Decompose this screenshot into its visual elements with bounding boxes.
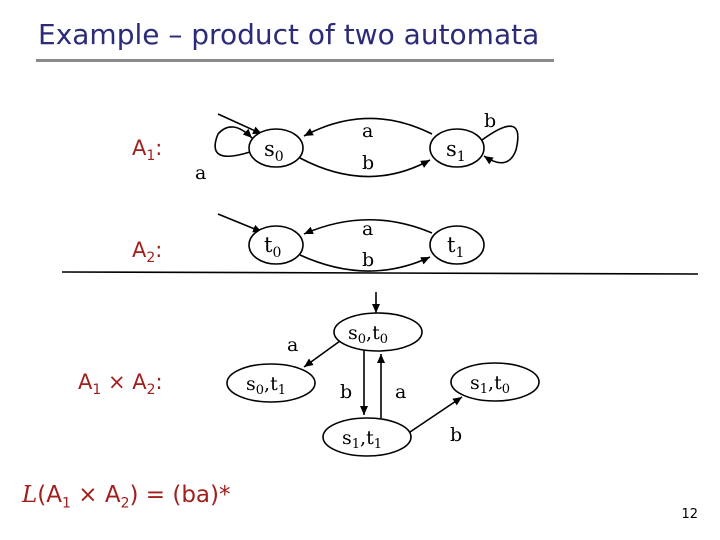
product-automaton-label: $A_1 \times A_2$: [78,370,163,399]
a1-state-s1-label: $s_1$ [446,137,466,165]
product-state-s0t1-label: $s_0,t_1$ [246,373,287,398]
a1-initial-arrow [218,114,262,134]
automaton-a2-label: $A_2$: [132,238,163,267]
a2-label-t0-t1: b [362,249,375,271]
product-edge-s0t0-s0t1 [304,341,340,367]
product-label-s0t0-s0t1: a [287,334,299,356]
product-state-s1t1-label: $s_1,t_1$ [342,427,383,452]
a1-label-self-s0: a [195,162,207,184]
language-equation: $L(A_1 \times A_2) = (ba)*$ [22,482,231,512]
section-divider [62,272,698,274]
a1-self-loop-s0 [215,127,252,156]
page-number: 12 [681,507,698,522]
a2-label-t1-t0: a [362,218,374,240]
slide-title: Example – product of two automata [38,18,540,51]
product-label-s1t1-s1t0: b [450,424,463,446]
product-state-s1t0-label: $s_1,t_0$ [470,372,511,397]
a1-label-s0-s1: b [362,152,375,174]
product-label-s0t0-s1t1: b [340,381,353,403]
automaton-a1-label: $A_1$: [132,136,163,165]
a1-label-s1-s0: a [362,120,374,142]
a2-state-t1-label: $t_1$ [447,233,465,261]
product-label-s1t1-s0t0: a [395,381,407,403]
product-state-s0t0-label: $s_0,t_0$ [348,322,389,347]
a1-label-self-s1: b [484,110,497,132]
a2-initial-arrow [218,214,262,232]
a1-state-s0-label: $s_0$ [264,137,284,165]
a2-state-t0-label: $t_0$ [264,233,282,261]
